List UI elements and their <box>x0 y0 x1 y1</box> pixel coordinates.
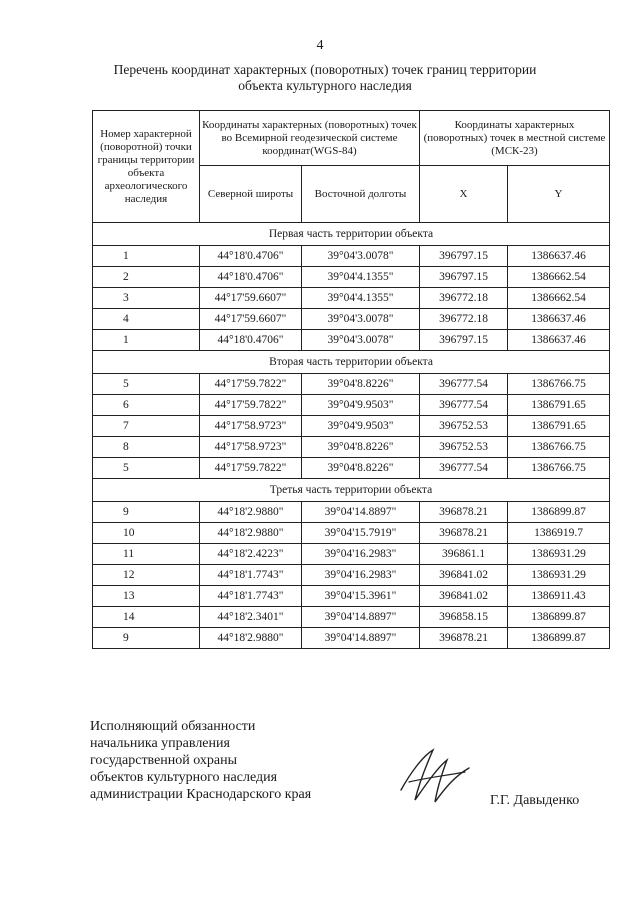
table-row <box>93 395 610 416</box>
signer-position-line: Исполняющий обязанности <box>90 719 256 734</box>
x-cell: 396752.53 <box>420 437 508 458</box>
longitude-cell: 39°04'16.2983" <box>302 544 420 565</box>
x-cell: 396777.54 <box>420 374 508 395</box>
point-number-cell: 9 <box>93 628 200 649</box>
x-cell: 396772.18 <box>420 288 508 309</box>
table-row <box>93 246 610 267</box>
wgs84-group-header: Координаты характерных (поворотных) точек во Всемирной геодезической системе координат(WGS-84) <box>200 111 420 166</box>
table-row <box>93 267 610 288</box>
longitude-cell: 39°04'15.7919" <box>302 523 420 544</box>
longitude-cell: 39°04'16.2983" <box>302 565 420 586</box>
signer-position-line: государственной охраны <box>90 753 238 768</box>
point-number-cell: 1 <box>93 246 200 267</box>
point-number-cell: 14 <box>93 607 200 628</box>
longitude-cell: 39°04'14.8897" <box>302 502 420 523</box>
point-number-header: Номер характерной (поворотной) точки границы территории объекта археологического наследия <box>93 111 200 223</box>
latitude-cell: 44°18'0.4706" <box>200 330 302 351</box>
signature-block <box>90 718 390 803</box>
latitude-cell: 44°17'59.7822" <box>200 458 302 479</box>
y-cell: 1386637.46 <box>508 330 610 351</box>
latitude-cell: 44°18'2.9880" <box>200 523 302 544</box>
point-number-cell: 13 <box>93 586 200 607</box>
latitude-cell: 44°18'1.7743" <box>200 565 302 586</box>
y-cell: 1386791.65 <box>508 395 610 416</box>
table-row <box>93 565 610 586</box>
x-cell: 396841.02 <box>420 586 508 607</box>
x-cell: 396878.21 <box>420 502 508 523</box>
title-line-1: Перечень координат характерных (поворотных) точек границ территории <box>113 62 537 77</box>
y-cell: 1386766.75 <box>508 374 610 395</box>
latitude-cell: 44°18'0.4706" <box>200 267 302 288</box>
x-header: X <box>420 166 508 223</box>
longitude-cell: 39°04'9.9503" <box>302 395 420 416</box>
y-cell: 1386899.87 <box>508 628 610 649</box>
table-row <box>93 586 610 607</box>
point-number-cell: 7 <box>93 416 200 437</box>
y-cell: 1386899.87 <box>508 607 610 628</box>
y-cell: 1386766.75 <box>508 458 610 479</box>
latitude-cell: 44°18'2.3401" <box>200 607 302 628</box>
table-row <box>93 502 610 523</box>
x-cell: 396752.53 <box>420 416 508 437</box>
coordinates-table <box>92 110 610 649</box>
latitude-cell: 44°18'2.9880" <box>200 628 302 649</box>
longitude-cell: 39°04'8.8226" <box>302 374 420 395</box>
longitude-cell: 39°04'4.1355" <box>302 288 420 309</box>
document-title <box>60 62 590 94</box>
table-row <box>93 309 610 330</box>
point-number-cell: 3 <box>93 288 200 309</box>
longitude-cell: 39°04'3.0078" <box>302 309 420 330</box>
table-row <box>93 607 610 628</box>
section-header-row <box>93 479 610 502</box>
point-number-cell: 4 <box>93 309 200 330</box>
title-line-2: объекта культурного наследия <box>238 78 412 93</box>
signer-position-line: начальника управления <box>90 736 230 751</box>
section-title: Первая часть территории объекта <box>93 223 610 246</box>
x-cell: 396777.54 <box>420 458 508 479</box>
x-cell: 396777.54 <box>420 395 508 416</box>
x-cell: 396858.15 <box>420 607 508 628</box>
page-number: 4 <box>316 38 324 53</box>
x-cell: 396797.15 <box>420 267 508 288</box>
point-number-cell: 6 <box>93 395 200 416</box>
section-title: Третья часть территории объекта <box>93 479 610 502</box>
signer-position-line: объектов культурного наследия <box>90 770 278 785</box>
point-number-cell: 10 <box>93 523 200 544</box>
x-cell: 396797.15 <box>420 330 508 351</box>
latitude-cell: 44°18'0.4706" <box>200 246 302 267</box>
latitude-cell: 44°17'59.6607" <box>200 288 302 309</box>
x-cell: 396841.02 <box>420 565 508 586</box>
latitude-cell: 44°17'58.9723" <box>200 437 302 458</box>
longitude-header: Восточной долготы <box>302 166 420 223</box>
signer-position-line: администрации Краснодарского края <box>90 787 312 802</box>
table-row <box>93 437 610 458</box>
latitude-cell: 44°17'59.6607" <box>200 309 302 330</box>
y-header: Y <box>508 166 610 223</box>
table-row <box>93 523 610 544</box>
table-row <box>93 416 610 437</box>
x-cell: 396878.21 <box>420 628 508 649</box>
point-number-cell: 12 <box>93 565 200 586</box>
x-cell: 396878.21 <box>420 523 508 544</box>
longitude-cell: 39°04'3.0078" <box>302 330 420 351</box>
point-number-cell: 8 <box>93 437 200 458</box>
y-cell: 1386766.75 <box>508 437 610 458</box>
section-header-row <box>93 351 610 374</box>
longitude-cell: 39°04'8.8226" <box>302 458 420 479</box>
latitude-cell: 44°17'58.9723" <box>200 416 302 437</box>
section-header-row <box>93 223 610 246</box>
point-number-cell: 5 <box>93 458 200 479</box>
point-number-cell: 5 <box>93 374 200 395</box>
y-cell: 1386637.46 <box>508 246 610 267</box>
point-number-cell: 11 <box>93 544 200 565</box>
y-cell: 1386637.46 <box>508 309 610 330</box>
point-number-cell: 1 <box>93 330 200 351</box>
y-cell: 1386662.54 <box>508 267 610 288</box>
longitude-cell: 39°04'14.8897" <box>302 607 420 628</box>
x-cell: 396772.18 <box>420 309 508 330</box>
table-body <box>93 223 610 649</box>
x-cell: 396797.15 <box>420 246 508 267</box>
msk23-group-header: Координаты характерных (поворотных) точек в местной системе (МСК-23) <box>420 111 610 166</box>
point-number-cell: 9 <box>93 502 200 523</box>
longitude-cell: 39°04'8.8226" <box>302 437 420 458</box>
y-cell: 1386791.65 <box>508 416 610 437</box>
longitude-cell: 39°04'14.8897" <box>302 628 420 649</box>
table-row <box>93 458 610 479</box>
table-row <box>93 628 610 649</box>
longitude-cell: 39°04'4.1355" <box>302 267 420 288</box>
y-cell: 1386911.43 <box>508 586 610 607</box>
latitude-cell: 44°18'2.9880" <box>200 502 302 523</box>
latitude-cell: 44°17'59.7822" <box>200 374 302 395</box>
section-title: Вторая часть территории объекта <box>93 351 610 374</box>
point-number-cell: 2 <box>93 267 200 288</box>
longitude-cell: 39°04'9.9503" <box>302 416 420 437</box>
handwritten-signature <box>395 742 475 812</box>
table-row <box>93 544 610 565</box>
y-cell: 1386899.87 <box>508 502 610 523</box>
latitude-cell: 44°18'2.4223" <box>200 544 302 565</box>
y-cell: 1386919.7 <box>508 523 610 544</box>
y-cell: 1386931.29 <box>508 565 610 586</box>
y-cell: 1386931.29 <box>508 544 610 565</box>
table-row <box>93 288 610 309</box>
signer-name: Г.Г. Давыденко <box>490 793 580 808</box>
longitude-cell: 39°04'15.3961" <box>302 586 420 607</box>
x-cell: 396861.1 <box>420 544 508 565</box>
table-row <box>93 330 610 351</box>
latitude-cell: 44°18'1.7743" <box>200 586 302 607</box>
latitude-cell: 44°17'59.7822" <box>200 395 302 416</box>
table-row <box>93 374 610 395</box>
latitude-header: Северной широты <box>200 166 302 223</box>
y-cell: 1386662.54 <box>508 288 610 309</box>
longitude-cell: 39°04'3.0078" <box>302 246 420 267</box>
